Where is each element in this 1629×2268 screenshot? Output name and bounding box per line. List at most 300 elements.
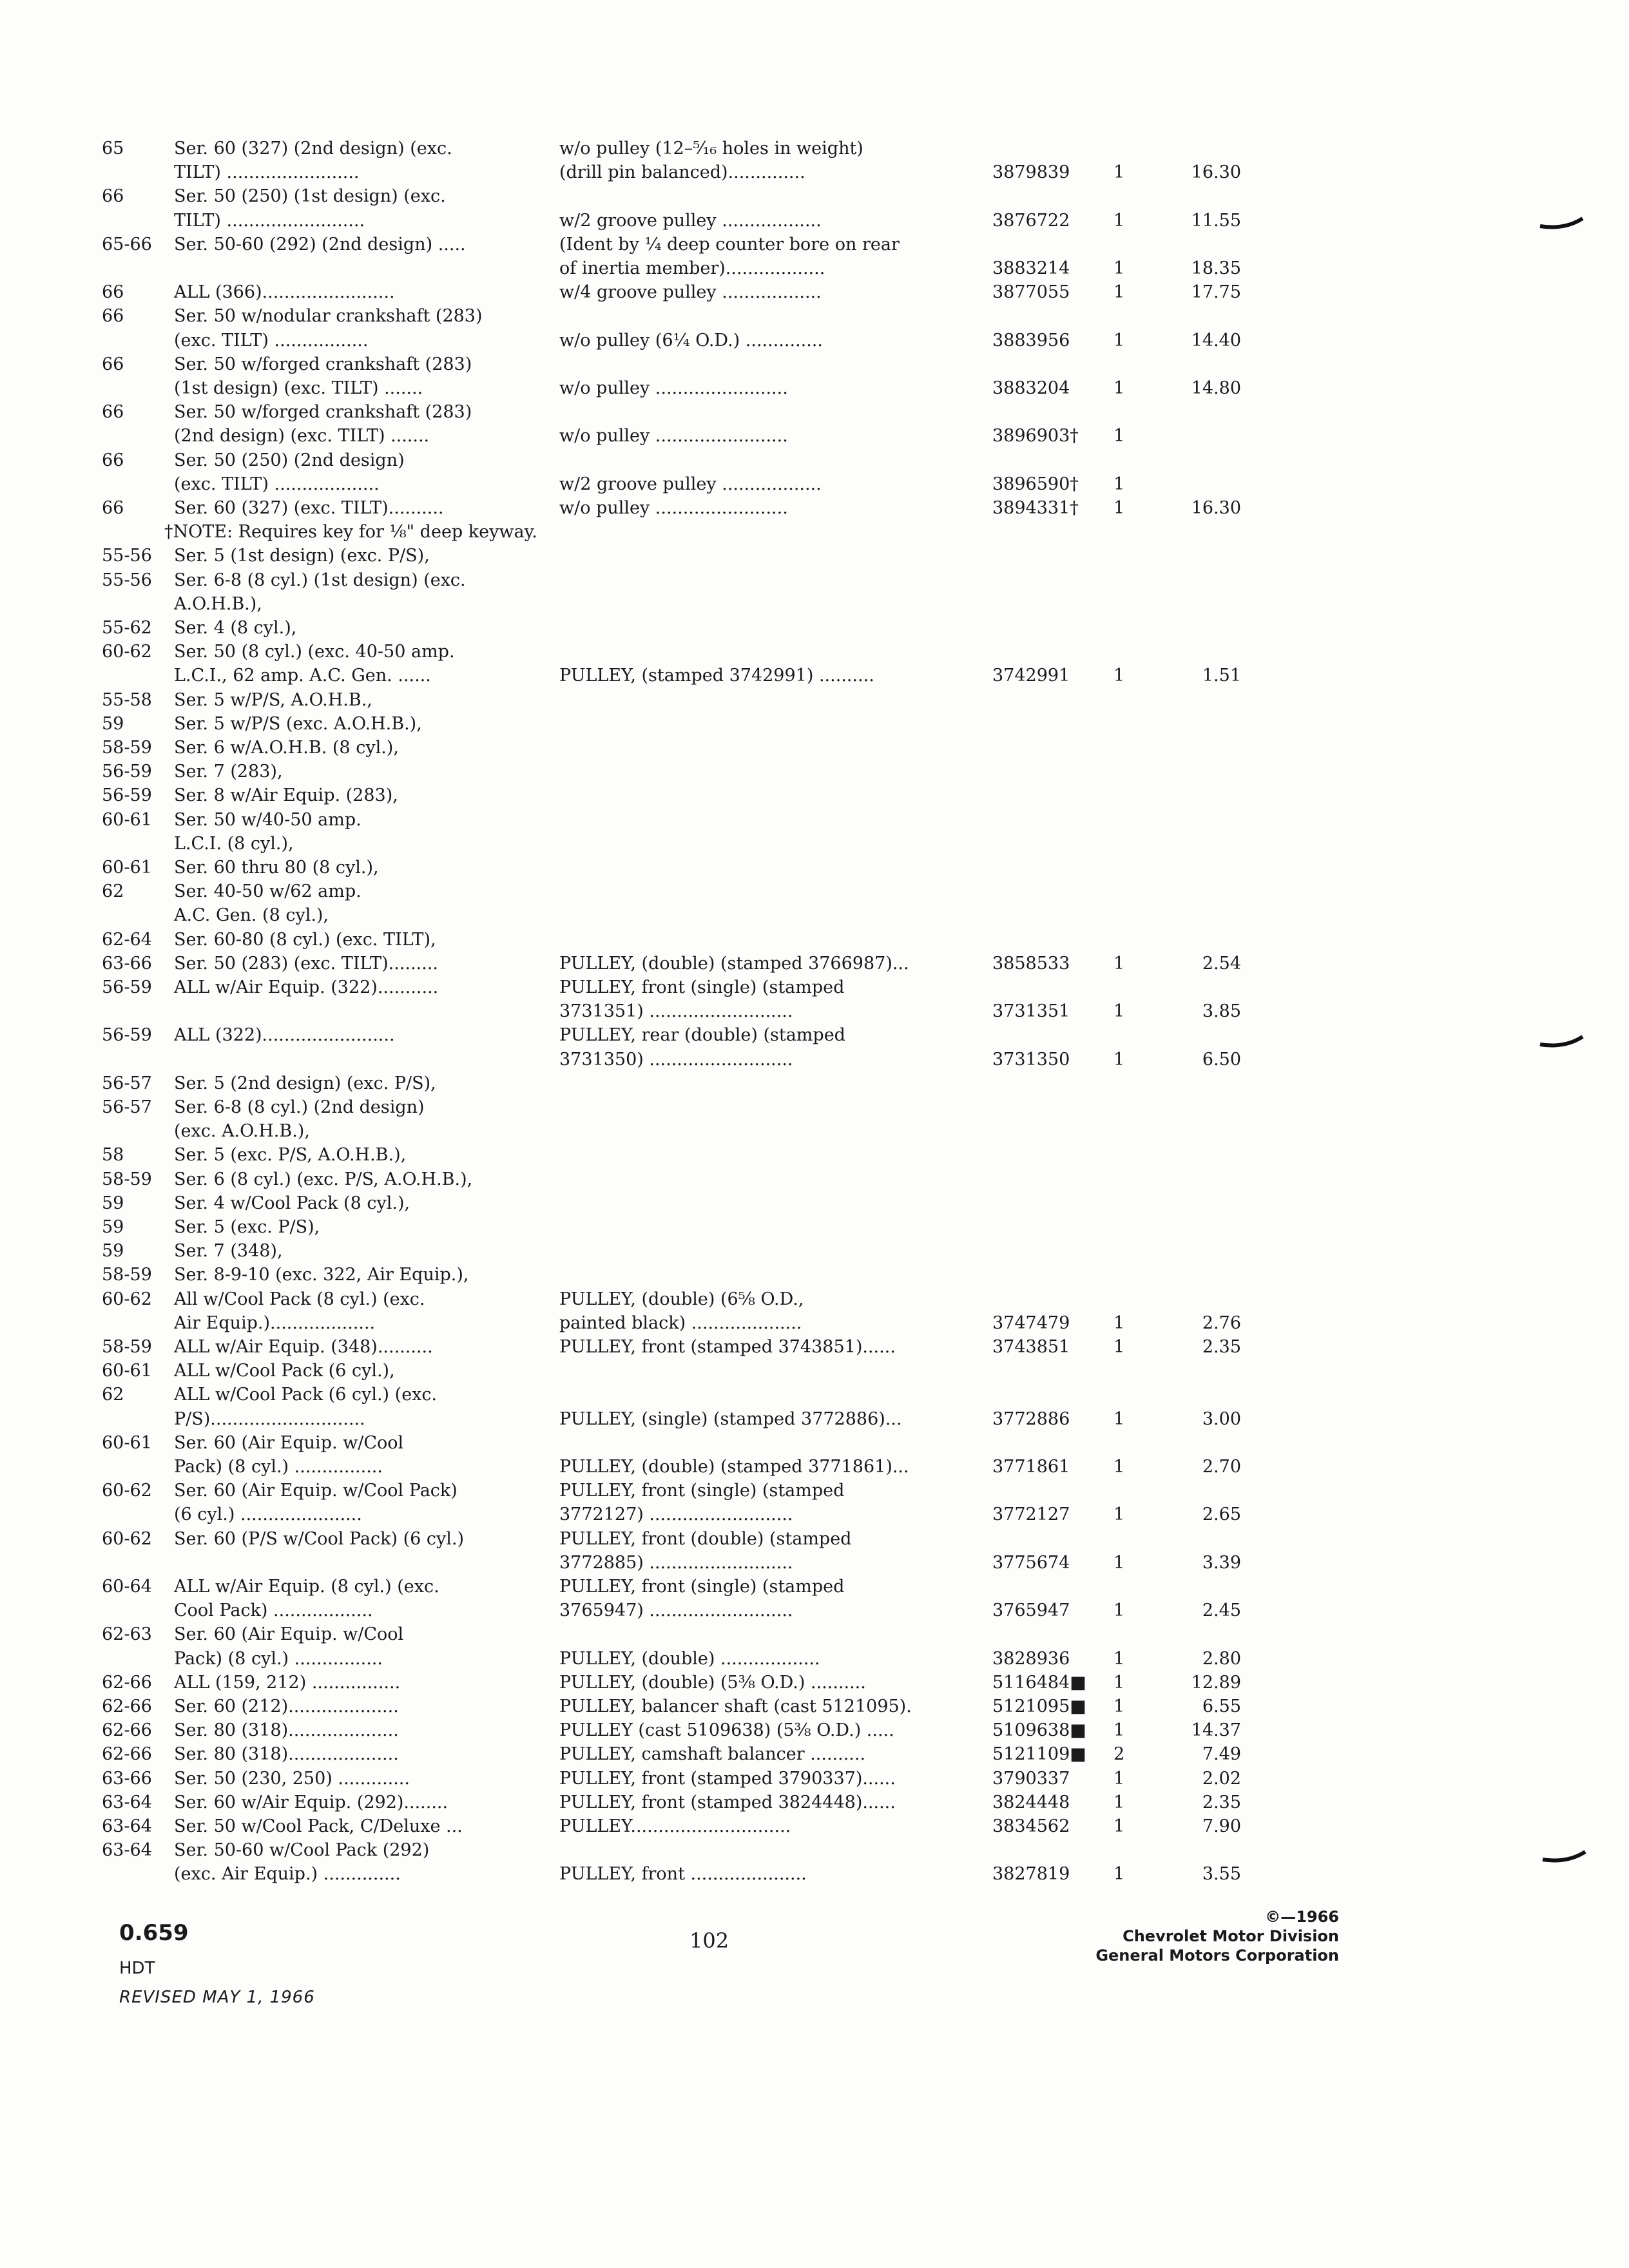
description-cell: PULLEY, front (stamped 3790337)...... <box>559 1768 896 1789</box>
year-cell: 66 <box>102 450 124 470</box>
part-number-cell: 3834562 <box>992 1816 1070 1836</box>
application-cell: Ser. 60 (327) (2nd design) (exc. <box>174 139 452 159</box>
year-cell: 59 <box>102 713 124 734</box>
price-cell: 6.55 <box>1202 1696 1241 1716</box>
table-row <box>0 160 1629 185</box>
application-cell: Ser. 50 (250) (2nd design) <box>174 450 405 470</box>
keyway-note: †NOTE: Requires key for ⅛" deep keyway. <box>164 522 537 543</box>
table-row <box>0 1647 1629 1671</box>
year-cell: 58-59 <box>102 1169 152 1189</box>
application-cell: (exc. Air Equip.) .............. <box>174 1864 401 1885</box>
part-number-cell: 3731350 <box>992 1049 1070 1070</box>
application-cell: Ser. 4 w/Cool Pack (8 cyl.), <box>174 1193 410 1213</box>
table-row <box>0 1838 1629 1863</box>
application-cell: Ser. 60 w/Air Equip. (292)........ <box>174 1792 448 1812</box>
description-cell: 3765947) .......................... <box>559 1600 793 1621</box>
application-cell: Ser. 80 (318).................... <box>174 1720 399 1741</box>
application-cell: Ser. 5 (2nd design) (exc. P/S), <box>174 1073 436 1093</box>
application-cell: Ser. 50 w/40-50 amp. <box>174 809 361 830</box>
year-cell: 56-57 <box>102 1097 152 1117</box>
part-number-cell: 5116484■ <box>992 1672 1086 1693</box>
description-cell: PULLEY, balancer shaft (cast 5121095). <box>559 1696 912 1716</box>
price-cell: 2.65 <box>1202 1504 1241 1525</box>
binder-mark-icon <box>1539 216 1584 231</box>
table-row <box>0 879 1629 904</box>
table-row <box>0 736 1629 760</box>
table-row <box>0 928 1629 952</box>
quantity-cell: 1 <box>1113 162 1125 183</box>
application-cell: Ser. 6 (8 cyl.) (exc. P/S, A.O.H.B.), <box>174 1169 473 1189</box>
section-code: HDT <box>119 1959 155 1978</box>
part-number-cell: 5121095■ <box>992 1696 1086 1716</box>
part-number-cell: 3824448 <box>992 1792 1070 1812</box>
quantity-cell: 1 <box>1113 1600 1125 1621</box>
description-cell: PULLEY, front (single) (stamped <box>559 1577 845 1597</box>
description-cell: painted black) .................... <box>559 1312 802 1333</box>
year-cell: 62 <box>102 1385 124 1405</box>
table-row <box>0 352 1629 377</box>
description-cell: PULLEY, front (double) (stamped <box>559 1528 852 1549</box>
application-cell: Ser. 7 (283), <box>174 762 283 782</box>
year-cell: 60-62 <box>102 642 152 662</box>
quantity-cell: 1 <box>1113 498 1125 518</box>
description-cell: 3731351) .......................... <box>559 1001 793 1022</box>
application-cell: Ser. 6 w/A.O.H.B. (8 cyl.), <box>174 738 399 758</box>
table-row <box>0 376 1629 401</box>
application-cell: All w/Cool Pack (8 cyl.) (exc. <box>174 1289 425 1309</box>
price-cell: 2.02 <box>1202 1768 1241 1789</box>
part-number-cell: 3896903† <box>992 426 1079 447</box>
year-cell: 59 <box>102 1193 124 1213</box>
year-cell: 66 <box>102 354 124 374</box>
year-cell: 59 <box>102 1241 124 1262</box>
year-cell: 63-66 <box>102 953 152 974</box>
application-cell: Ser. 50 w/nodular crankshaft (283) <box>174 306 483 327</box>
application-cell: (6 cyl.) ...................... <box>174 1504 362 1525</box>
table-row <box>0 592 1629 617</box>
description-cell: PULLEY, (double) (6⅝ O.D., <box>559 1289 804 1309</box>
table-row <box>0 616 1629 640</box>
application-cell: ALL (159, 212) ................ <box>174 1672 401 1693</box>
year-cell: 56-59 <box>102 762 152 782</box>
table-row <box>0 209 1629 233</box>
table-row <box>0 280 1629 305</box>
year-cell: 66 <box>102 498 124 518</box>
quantity-cell: 1 <box>1113 1648 1125 1669</box>
part-number-cell: 3883204 <box>992 378 1070 398</box>
application-cell: Ser. 5 w/P/S, A.O.H.B., <box>174 689 372 710</box>
table-row <box>0 1072 1629 1096</box>
description-cell: PULLEY, (stamped 3742991) .......... <box>559 666 874 686</box>
description-cell: w/o pulley (12–⁵⁄₁₆ holes in weight) <box>559 139 863 159</box>
application-cell: TILT) ........................ <box>174 162 360 183</box>
quantity-cell: 1 <box>1113 1672 1125 1693</box>
description-cell: PULLEY, (double) .................. <box>559 1648 820 1669</box>
quantity-cell: 1 <box>1113 258 1125 278</box>
price-cell: 11.55 <box>1191 210 1241 231</box>
table-row <box>0 304 1629 329</box>
quantity-cell: 1 <box>1113 953 1125 974</box>
price-cell: 3.85 <box>1202 1001 1241 1022</box>
table-row <box>0 568 1629 593</box>
year-cell: 56-59 <box>102 785 152 806</box>
year-cell: 55-56 <box>102 546 152 566</box>
application-cell: ALL (322)........................ <box>174 1025 395 1046</box>
year-cell: 63-66 <box>102 1768 152 1789</box>
application-cell: (exc. TILT) ................... <box>174 474 380 494</box>
table-row <box>0 1168 1629 1192</box>
price-cell: 18.35 <box>1191 258 1241 278</box>
year-cell: 66 <box>102 186 124 207</box>
application-cell: Ser. 7 (348), <box>174 1241 283 1262</box>
table-row <box>0 1814 1629 1839</box>
year-cell: 55-58 <box>102 689 152 710</box>
table-row <box>0 1311 1629 1336</box>
table-row <box>0 1095 1629 1120</box>
application-cell: Ser. 5 (1st design) (exc. P/S), <box>174 546 430 566</box>
application-cell: P/S)............................ <box>174 1408 365 1429</box>
table-row <box>0 184 1629 209</box>
application-cell: Ser. 50 (283) (exc. TILT)......... <box>174 953 438 974</box>
price-cell: 2.45 <box>1202 1600 1241 1621</box>
quantity-cell: 1 <box>1113 1337 1125 1357</box>
application-cell: Ser. 60 (Air Equip. w/Cool <box>174 1432 404 1453</box>
table-row <box>0 1551 1629 1575</box>
description-cell: PULLEY, camshaft balancer .......... <box>559 1744 866 1765</box>
table-row <box>0 975 1629 1000</box>
year-cell: 65 <box>102 139 124 159</box>
application-cell: A.C. Gen. (8 cyl.), <box>174 905 329 926</box>
table-row <box>0 1455 1629 1479</box>
year-cell: 58-59 <box>102 1265 152 1285</box>
description-cell: (drill pin balanced).............. <box>559 162 805 183</box>
application-cell: ALL w/Air Equip. (348).......... <box>174 1337 433 1357</box>
description-cell: PULLEY, rear (double) (stamped <box>559 1025 845 1046</box>
table-row <box>0 1215 1629 1240</box>
application-cell: Ser. 50 (8 cyl.) (exc. 40-50 amp. <box>174 642 455 662</box>
price-cell: 2.35 <box>1202 1337 1241 1357</box>
part-number-cell: 3858533 <box>992 953 1070 974</box>
price-cell: 3.39 <box>1202 1552 1241 1573</box>
year-cell: 60-61 <box>102 1432 152 1453</box>
year-cell: 62-66 <box>102 1672 152 1693</box>
description-cell: PULLEY, (double) (stamped 3766987)... <box>559 953 909 974</box>
table-row <box>0 424 1629 448</box>
year-cell: 60-62 <box>102 1289 152 1309</box>
table-row <box>0 1742 1629 1767</box>
table-row <box>0 400 1629 425</box>
table-row <box>0 1359 1629 1383</box>
application-cell: (exc. A.O.H.B.), <box>174 1121 310 1142</box>
part-number-cell: 3747479 <box>992 1312 1070 1333</box>
application-cell: ALL (366)........................ <box>174 282 395 303</box>
application-cell: Ser. 60 (Air Equip. w/Cool <box>174 1624 404 1645</box>
application-cell: Ser. 60-80 (8 cyl.) (exc. TILT), <box>174 929 436 950</box>
application-cell: Pack) (8 cyl.) ................ <box>174 1457 383 1477</box>
quantity-cell: 1 <box>1113 1049 1125 1070</box>
price-cell: 16.30 <box>1191 162 1241 183</box>
application-cell: L.C.I. (8 cyl.), <box>174 833 294 854</box>
quantity-cell: 1 <box>1113 210 1125 231</box>
price-cell: 14.40 <box>1191 330 1241 351</box>
year-cell: 62 <box>102 881 124 902</box>
year-cell: 59 <box>102 1217 124 1237</box>
application-cell: Ser. 50 w/forged crankshaft (283) <box>174 354 472 374</box>
table-row <box>0 999 1629 1024</box>
application-cell: Ser. 5 w/P/S (exc. A.O.H.B.), <box>174 713 422 734</box>
table-row <box>0 1527 1629 1552</box>
price-cell: 17.75 <box>1191 282 1241 303</box>
description-cell: w/o pulley ........................ <box>559 498 788 518</box>
description-cell: w/o pulley ........................ <box>559 378 788 398</box>
table-row <box>0 832 1629 856</box>
quantity-cell: 1 <box>1113 378 1125 398</box>
quantity-cell: 1 <box>1113 474 1125 494</box>
table-row <box>0 1503 1629 1527</box>
application-cell: (1st design) (exc. TILT) ....... <box>174 378 423 398</box>
table-row <box>0 1599 1629 1623</box>
description-cell: PULLEY, (single) (stamped 3772886)... <box>559 1408 902 1429</box>
application-cell: Ser. 5 (exc. P/S), <box>174 1217 320 1237</box>
table-row <box>0 1431 1629 1456</box>
year-cell: 56-59 <box>102 977 152 997</box>
description-cell: PULLEY (cast 5109638) (5⅜ O.D.) ..... <box>559 1720 894 1741</box>
year-cell: 62-66 <box>102 1744 152 1765</box>
description-cell: PULLEY, front (stamped 3743851)...... <box>559 1337 896 1357</box>
year-cell: 66 <box>102 282 124 303</box>
binder-mark-icon <box>1539 1034 1584 1050</box>
year-cell: 63-64 <box>102 1792 152 1812</box>
year-cell: 58-59 <box>102 738 152 758</box>
table-row <box>0 1023 1629 1048</box>
table-row <box>0 760 1629 784</box>
table-row <box>0 256 1629 281</box>
year-cell: 56-59 <box>102 1025 152 1046</box>
table-row <box>0 1622 1629 1647</box>
price-cell: 2.54 <box>1202 953 1241 974</box>
part-number-cell: 3883214 <box>992 258 1070 278</box>
year-cell: 62-64 <box>102 929 152 950</box>
quantity-cell: 1 <box>1113 1457 1125 1477</box>
part-number-cell: 3765947 <box>992 1600 1070 1621</box>
table-row <box>0 856 1629 880</box>
description-cell: PULLEY............................. <box>559 1816 791 1836</box>
part-number-cell: 3790337 <box>992 1768 1070 1789</box>
binder-mark-icon <box>1541 1849 1586 1865</box>
quantity-cell: 1 <box>1113 330 1125 351</box>
price-cell: 7.49 <box>1202 1744 1241 1765</box>
application-cell: Ser. 60 thru 80 (8 cyl.), <box>174 858 379 878</box>
part-number-cell: 5121109■ <box>992 1744 1086 1765</box>
quantity-cell: 1 <box>1113 666 1125 686</box>
description-cell: PULLEY, front ..................... <box>559 1864 807 1885</box>
quantity-cell: 1 <box>1113 282 1125 303</box>
part-number-cell: 3772886 <box>992 1408 1070 1429</box>
description-cell: w/o pulley ........................ <box>559 426 788 447</box>
table-row <box>0 1479 1629 1503</box>
description-cell: of inertia member).................. <box>559 258 825 278</box>
quantity-cell: 2 <box>1113 1744 1125 1765</box>
application-cell: Ser. 50 w/forged crankshaft (283) <box>174 402 472 423</box>
application-cell: Ser. 40-50 w/62 amp. <box>174 881 361 902</box>
table-row <box>0 1862 1629 1887</box>
part-number-cell: 3828936 <box>992 1648 1070 1669</box>
quantity-cell: 1 <box>1113 1768 1125 1789</box>
price-cell: 14.80 <box>1191 378 1241 398</box>
year-cell: 58-59 <box>102 1337 152 1357</box>
corporation-name: General Motors Corporation <box>1095 1946 1339 1965</box>
price-cell: 2.70 <box>1202 1457 1241 1477</box>
year-cell: 60-61 <box>102 858 152 878</box>
description-cell: PULLEY, (double) (5⅜ O.D.) .......... <box>559 1672 866 1693</box>
year-cell: 60-61 <box>102 1361 152 1381</box>
table-row <box>0 1718 1629 1743</box>
application-cell: ALL w/Cool Pack (6 cyl.) (exc. <box>174 1385 438 1405</box>
table-row <box>0 712 1629 736</box>
description-cell: PULLEY, front (single) (stamped <box>559 1481 845 1501</box>
table-row <box>0 1263 1629 1287</box>
table-row <box>0 1791 1629 1815</box>
year-cell: 62-66 <box>102 1720 152 1741</box>
table-row <box>0 808 1629 832</box>
part-number-cell: 3731351 <box>992 1001 1070 1022</box>
year-cell: 63-64 <box>102 1840 152 1861</box>
part-number-cell: 3883956 <box>992 330 1070 351</box>
application-cell: Ser. 50 w/Cool Pack, C/Deluxe ... <box>174 1816 463 1836</box>
quantity-cell: 1 <box>1113 1696 1125 1716</box>
year-cell: 55-56 <box>102 570 152 590</box>
table-row <box>0 233 1629 257</box>
page-code: 0.659 <box>119 1920 189 1946</box>
application-cell: Air Equip.)................... <box>174 1312 376 1333</box>
year-cell: 60-62 <box>102 1481 152 1501</box>
table-row <box>0 688 1629 713</box>
description-cell: 3772885) .......................... <box>559 1552 793 1573</box>
year-cell: 63-64 <box>102 1816 152 1836</box>
table-row <box>0 544 1629 568</box>
application-cell: ALL w/Cool Pack (6 cyl.), <box>174 1361 395 1381</box>
quantity-cell: 1 <box>1113 1816 1125 1836</box>
page-number: 102 <box>689 1928 729 1953</box>
year-cell: 60-64 <box>102 1577 152 1597</box>
quantity-cell: 1 <box>1113 1408 1125 1429</box>
copyright-block <box>1095 1907 1339 1965</box>
description-cell: PULLEY, front (stamped 3824448)...... <box>559 1792 896 1812</box>
year-cell: 62-63 <box>102 1624 152 1645</box>
description-cell: 3731350) .......................... <box>559 1049 793 1070</box>
year-cell: 60-61 <box>102 809 152 830</box>
year-cell: 55-62 <box>102 618 152 638</box>
table-row <box>0 496 1629 521</box>
part-number-cell: 3775674 <box>992 1552 1070 1573</box>
quantity-cell: 1 <box>1113 1312 1125 1333</box>
price-cell: 2.35 <box>1202 1792 1241 1812</box>
application-cell: Ser. 5 (exc. P/S, A.O.H.B.), <box>174 1145 407 1166</box>
table-row <box>0 783 1629 808</box>
table-row <box>0 1143 1629 1168</box>
application-cell: Cool Pack) .................. <box>174 1600 373 1621</box>
table-row <box>0 1335 1629 1360</box>
application-cell: (2nd design) (exc. TILT) ....... <box>174 426 430 447</box>
price-cell: 14.37 <box>1191 1720 1241 1741</box>
part-number-cell: 3827819 <box>992 1864 1070 1885</box>
quantity-cell: 1 <box>1113 1504 1125 1525</box>
part-number-cell: 3877055 <box>992 282 1070 303</box>
application-cell: Ser. 50-60 (292) (2nd design) ..... <box>174 234 466 255</box>
table-row <box>0 664 1629 688</box>
description-cell: PULLEY, front (single) (stamped <box>559 977 845 997</box>
application-cell: Ser. 50-60 w/Cool Pack (292) <box>174 1840 430 1861</box>
price-cell: 2.80 <box>1202 1648 1241 1669</box>
application-cell: Ser. 50 (230, 250) ............. <box>174 1768 410 1789</box>
table-row <box>0 520 1629 544</box>
price-cell: 6.50 <box>1202 1049 1241 1070</box>
table-row <box>0 640 1629 664</box>
table-row <box>0 448 1629 473</box>
price-cell: 7.90 <box>1202 1816 1241 1836</box>
price-cell: 16.30 <box>1191 498 1241 518</box>
part-number-cell: 3742991 <box>992 666 1070 686</box>
year-cell: 66 <box>102 306 124 327</box>
part-number-cell: 3876722 <box>992 210 1070 231</box>
quantity-cell: 1 <box>1113 1552 1125 1573</box>
table-row <box>0 137 1629 161</box>
application-cell: Ser. 80 (318).................... <box>174 1744 399 1765</box>
description-cell: PULLEY, (double) (stamped 3771861)... <box>559 1457 909 1477</box>
table-row <box>0 472 1629 497</box>
description-cell: w/2 groove pulley .................. <box>559 210 822 231</box>
quantity-cell: 1 <box>1113 1720 1125 1741</box>
application-cell: Ser. 8-9-10 (exc. 322, Air Equip.), <box>174 1265 469 1285</box>
description-cell: w/o pulley (6¼ O.D.) .............. <box>559 330 823 351</box>
application-cell: Ser. 60 (327) (exc. TILT).......... <box>174 498 444 518</box>
application-cell: Ser. 8 w/Air Equip. (283), <box>174 785 398 806</box>
quantity-cell: 1 <box>1113 1864 1125 1885</box>
application-cell: ALL w/Air Equip. (8 cyl.) (exc. <box>174 1577 439 1597</box>
table-row <box>0 1695 1629 1719</box>
price-cell: 3.55 <box>1202 1864 1241 1885</box>
price-cell: 3.00 <box>1202 1408 1241 1429</box>
application-cell: Ser. 6-8 (8 cyl.) (1st design) (exc. <box>174 570 466 590</box>
part-number-cell: 3879839 <box>992 162 1070 183</box>
application-cell: ALL w/Air Equip. (322)........... <box>174 977 439 997</box>
application-cell: A.O.H.B.), <box>174 593 262 614</box>
table-row <box>0 1767 1629 1791</box>
part-number-cell: 3772127 <box>992 1504 1070 1525</box>
table-row <box>0 903 1629 928</box>
application-cell: L.C.I., 62 amp. A.C. Gen. ...... <box>174 666 431 686</box>
application-cell: Ser. 60 (212).................... <box>174 1696 399 1716</box>
table-row <box>0 1575 1629 1599</box>
table-row <box>0 1287 1629 1312</box>
table-row <box>0 329 1629 353</box>
part-number-cell: 3894331† <box>992 498 1079 518</box>
application-cell: Ser. 6-8 (8 cyl.) (2nd design) <box>174 1097 425 1117</box>
year-cell: 65-66 <box>102 234 152 255</box>
table-row <box>0 952 1629 976</box>
application-cell: Ser. 60 (Air Equip. w/Cool Pack) <box>174 1481 458 1501</box>
table-row <box>0 1048 1629 1072</box>
description-cell: (Ident by ¼ deep counter bore on rear <box>559 234 900 255</box>
quantity-cell: 1 <box>1113 1001 1125 1022</box>
description-cell: w/4 groove pulley .................. <box>559 282 822 303</box>
quantity-cell: 1 <box>1113 1792 1125 1812</box>
application-cell: (exc. TILT) ................. <box>174 330 369 351</box>
part-number-cell: 3896590† <box>992 474 1079 494</box>
table-row <box>0 1239 1629 1264</box>
price-cell: 12.89 <box>1191 1672 1241 1693</box>
application-cell: Ser. 50 (250) (1st design) (exc. <box>174 186 446 207</box>
